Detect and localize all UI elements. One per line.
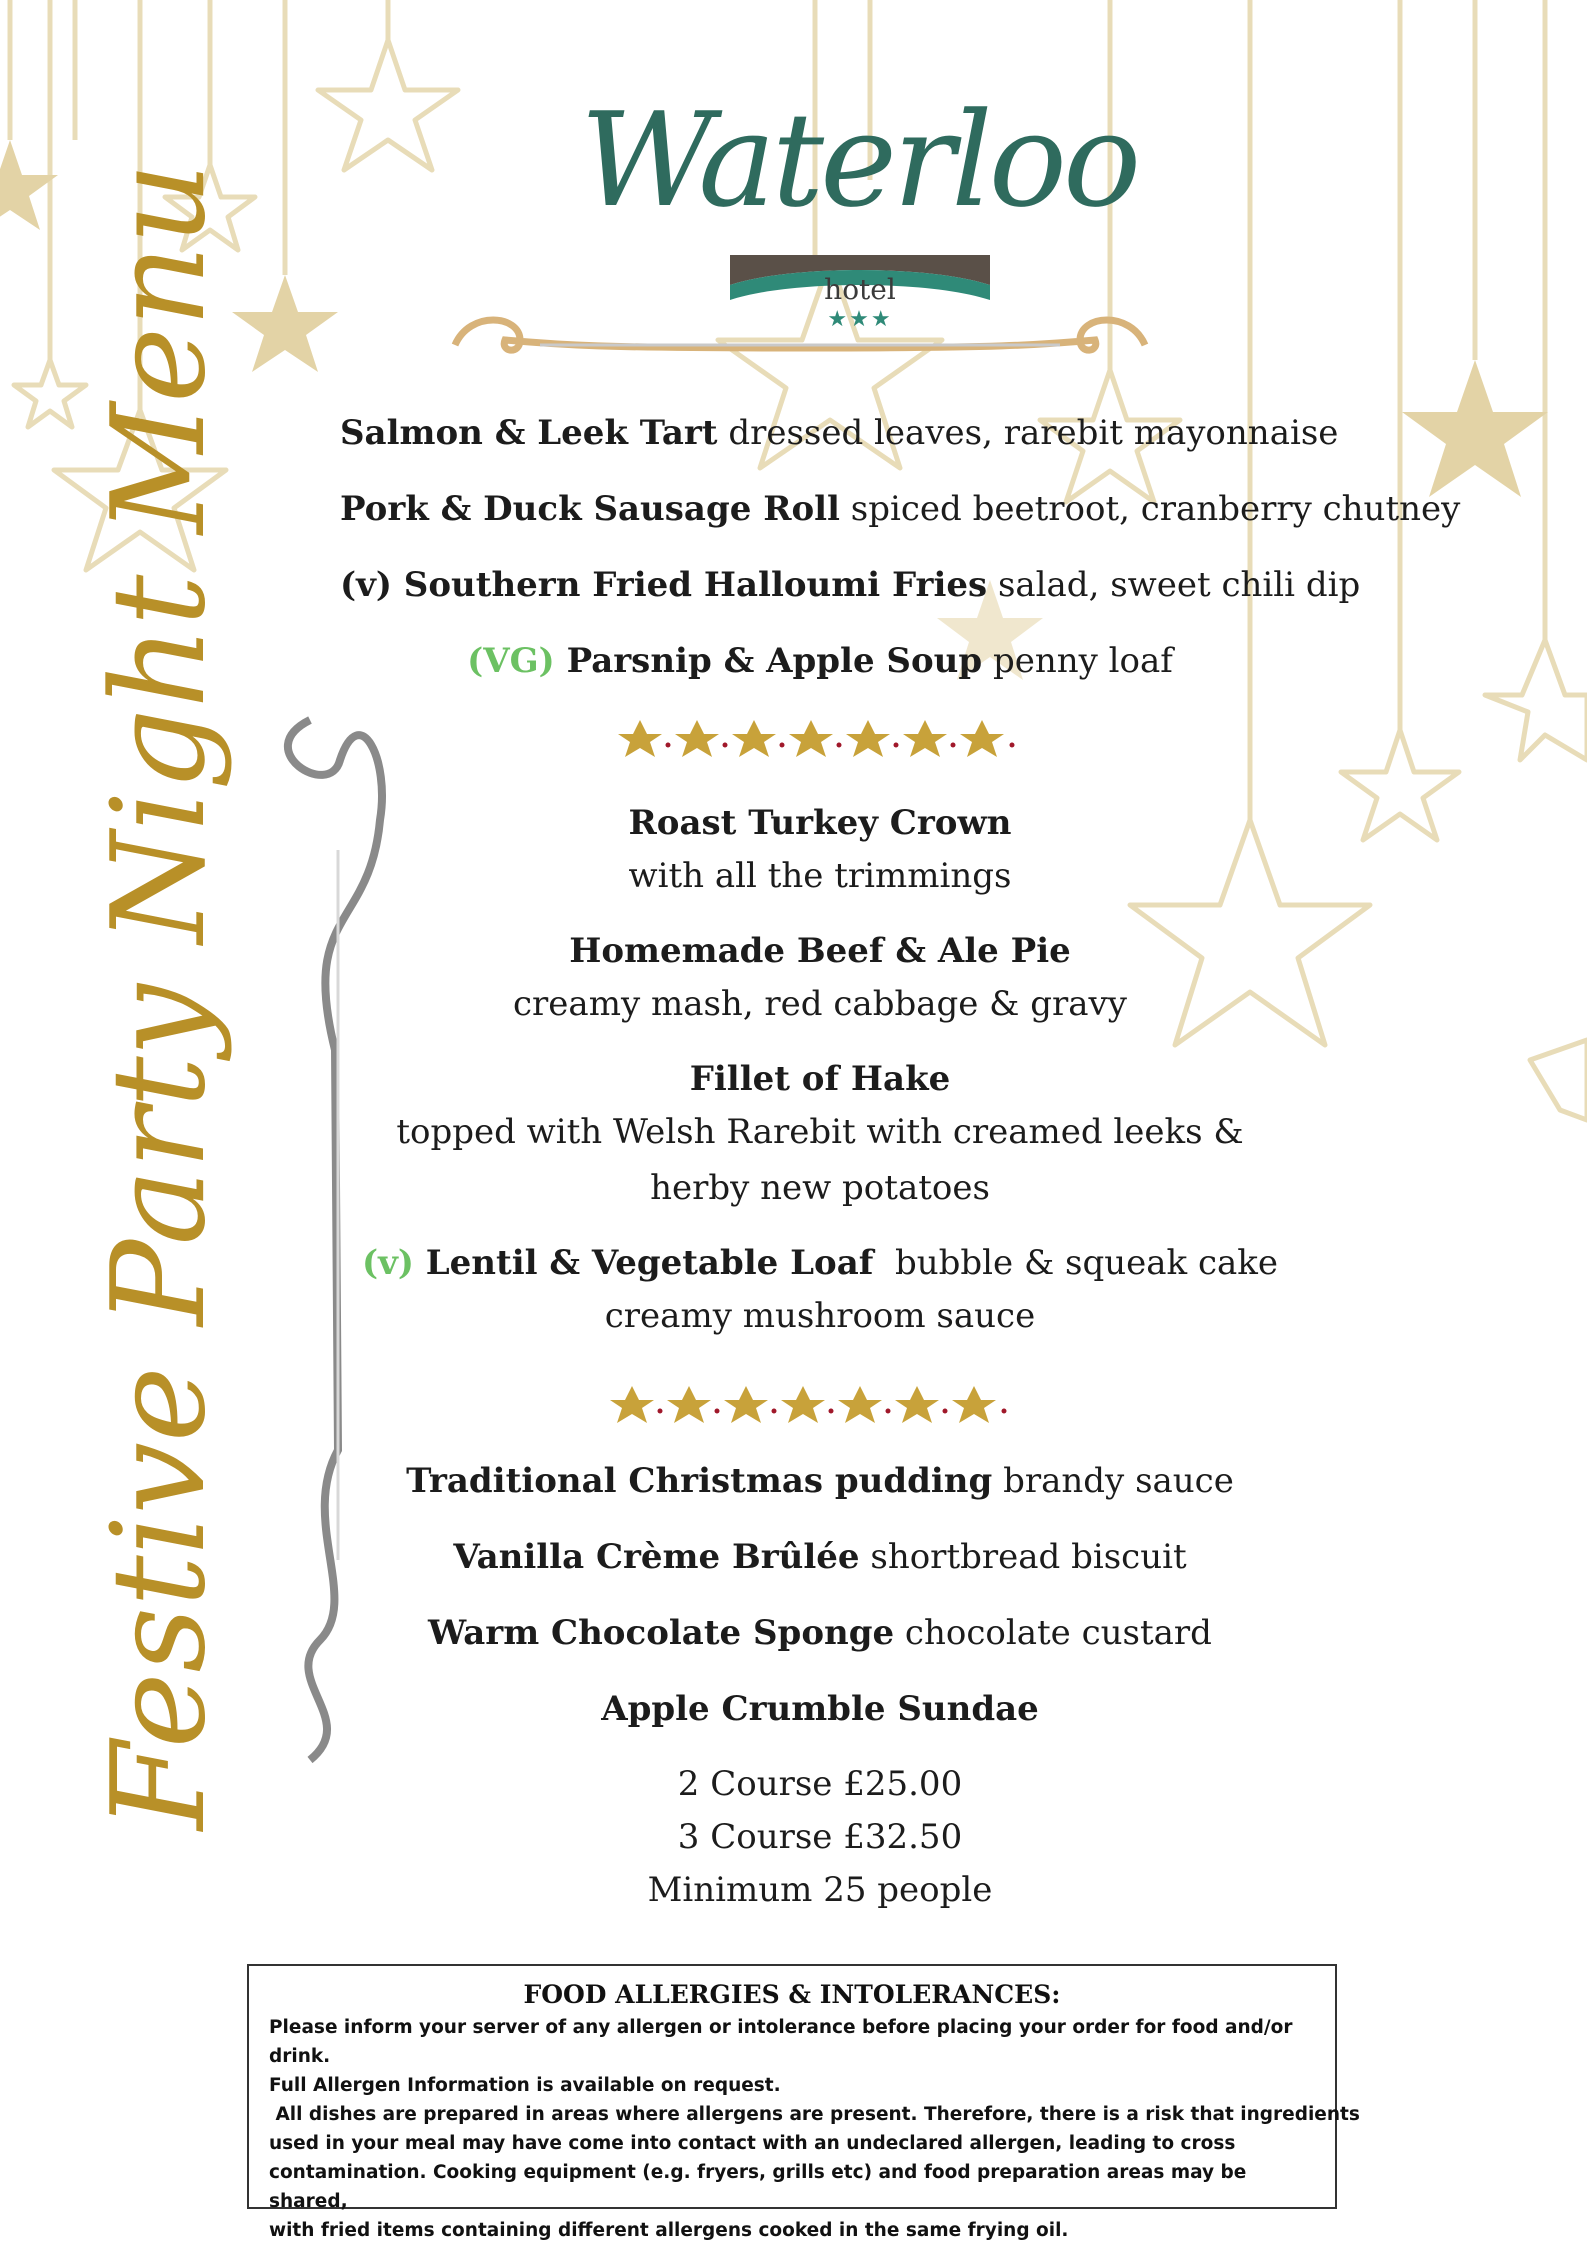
price-two-course: 2 Course £25.00: [677, 1764, 963, 1804]
menu-item: Pork & Duck Sausage Roll spiced beetroot, cranberry chutney: [340, 489, 1461, 529]
menu-item: Traditional Christmas pudding brandy sauce: [406, 1461, 1234, 1501]
allergy-line: with fried items containing different allergens cooked in the same frying oil.: [269, 2220, 1069, 2241]
allergy-notice: [247, 1964, 1360, 2241]
menu-item-desc: topped with Welsh Rarebit with creamed leeks &: [396, 1112, 1244, 1152]
menu-item-name: Homemade Beef & Ale Pie: [569, 931, 1071, 971]
menu-item-name: Fillet of Hake: [689, 1059, 951, 1099]
logo-wordmark: Waterloo: [580, 84, 1138, 236]
menu-item: (v) Lentil & Vegetable Loaf bubble & squeak cake: [361, 1243, 1279, 1283]
allergy-title: FOOD ALLERGIES & INTOLERANCES:: [523, 1980, 1061, 2009]
allergy-line: used in your meal may have come into contact with an undeclared allergen, leading to cross: [269, 2133, 1236, 2154]
side-title: Festive Party Night Menu: [85, 162, 234, 1830]
menu-item: Vanilla Crème Brûlée shortbread biscuit: [453, 1537, 1187, 1577]
menu-item-desc: with all the trimmings: [628, 856, 1012, 896]
hotel-logo: [580, 84, 1138, 385]
menu-item: Warm Chocolate Sponge chocolate custard: [428, 1613, 1212, 1653]
menu-item: (v) Southern Fried Halloumi Fries salad, sweet chili dip: [340, 565, 1361, 605]
desserts-section: [340, 1456, 1300, 1734]
logo-rating-stars: ★★★: [827, 307, 893, 332]
vegan-tag: (VG): [467, 641, 567, 681]
minimum-people: Minimum 25 people: [647, 1870, 993, 1910]
vegetarian-tag: (v): [361, 1243, 426, 1283]
menu-item-desc: creamy mushroom sauce: [604, 1296, 1036, 1336]
menu-item-desc: creamy mash, red cabbage & gravy: [513, 984, 1127, 1024]
allergy-line: All dishes are prepared in areas where allergens are present. Therefore, there is a risk that ingredients: [269, 2104, 1360, 2125]
price-three-course: 3 Course £32.50: [677, 1817, 963, 1857]
menu-item: Salmon & Leek Tart dressed leaves, rarebit mayonnaise: [340, 413, 1339, 453]
mains-section: [340, 798, 1300, 1344]
allergy-line: Please inform your server of any allergen or intolerance before placing your order for food and/or drink.: [269, 2017, 1293, 2067]
menu-item-name: Roast Turkey Crown: [628, 803, 1012, 843]
allergy-line: contamination. Cooking equipment (e.g. fryers, grills etc) and food preparation areas may be shared,: [269, 2162, 1247, 2212]
pricing-section: [340, 1758, 1300, 1917]
menu-item: Apple Crumble Sundae: [601, 1689, 1039, 1729]
logo-subtitle: hotel: [824, 273, 896, 306]
starters-section: [340, 408, 1461, 686]
allergy-line: Full Allergen Information is available on request.: [269, 2075, 781, 2096]
menu-item-desc: herby new potatoes: [650, 1168, 990, 1208]
menu-item: (VG) Parsnip & Apple Soup penny loaf: [467, 641, 1173, 681]
